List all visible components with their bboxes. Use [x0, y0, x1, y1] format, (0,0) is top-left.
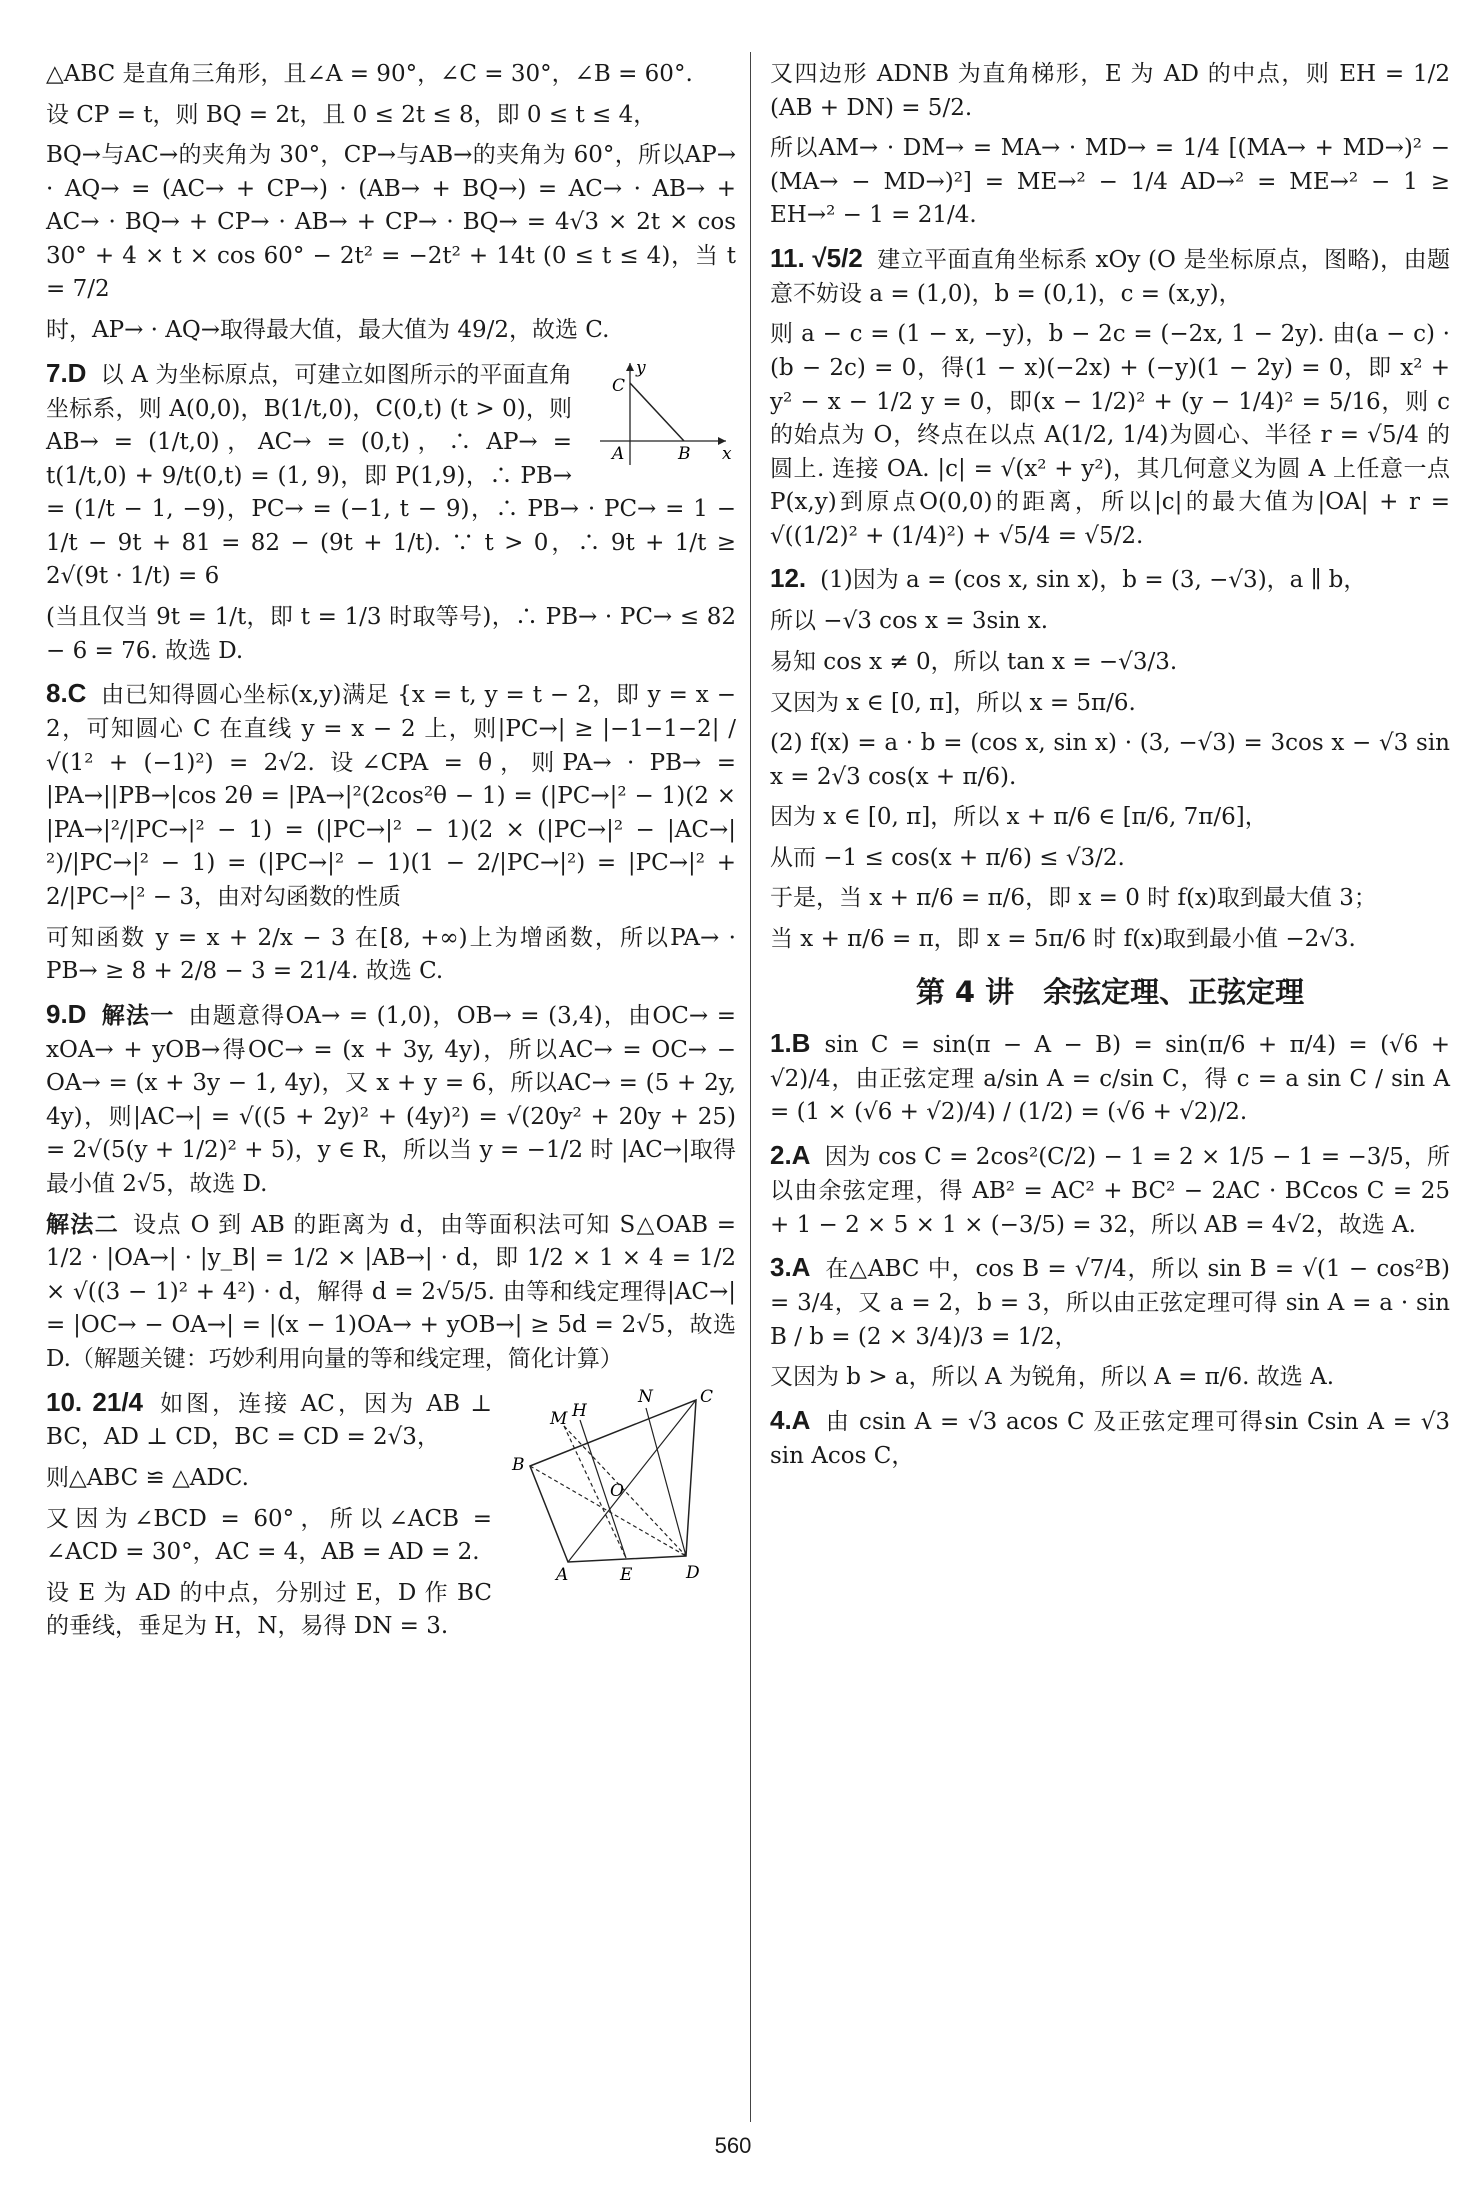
- section-answer-2-text: 因为 cos C = 2cos²(C/2) − 1 = 2 × 1/5 − 1 = −3/5，所以由余弦定理，得 AB² = AC² + BC² − 2AC · BCcos C = 25 + 1 − 2 × 5 × 1 × (−3/5) = 32，所以 AB = 4√2，故选 A.: [770, 1144, 1450, 1238]
- section-answer-2-number: 2.A: [770, 1140, 811, 1171]
- intro-line-2: 设 CP = t，则 BQ = 2t，且 0 ≤ 2t ≤ 8，即 0 ≤ t ≤ 4，: [46, 101, 657, 128]
- column-divider: [750, 52, 751, 2122]
- answer-11: [770, 240, 1450, 554]
- answer-12-number: 12.: [770, 563, 807, 594]
- section-answer-3-number: 3.A: [770, 1252, 811, 1283]
- section-answer-1-text: sin C = sin(π − A − B) = sin(π/6 + π/4) = (√6 + √2)/4，由正弦定理 a/sin A = c/sin C，得 c = a sin C / sin A = (1 × (√6 + √2)/4) / (1/2) = (√6 + √2)/2.: [770, 1031, 1450, 1126]
- answer-7-number: 7.D: [46, 357, 87, 388]
- fig7-label-c: C: [612, 375, 626, 396]
- answer-11-line-1: 建立平面直角坐标系 xOy (O 是坐标原点，图略)，由题意不妨设 a = (1,0)，b = (0,1)，c = (x,y)，: [770, 246, 1450, 307]
- section-title: 第 4 讲 余弦定理、正弦定理: [915, 974, 1305, 1009]
- answer-8-number: 8.C: [46, 678, 87, 709]
- answer-10-line-4: 设 E 为 AD 的中点，分别过 E，D 作 BC 的垂线，垂足为 H，N，易得 DN = 3.: [46, 1579, 492, 1640]
- page-number: 560: [714, 2133, 752, 2158]
- fig10-label-h: H: [572, 1400, 587, 1421]
- right-column: [770, 58, 1450, 1480]
- fig7-label-y: y: [636, 357, 646, 378]
- fig10-label-n: N: [638, 1386, 653, 1407]
- intro-line-3: BQ→与AC→的夹角为 30°，CP→与AB→的夹角为 60°，所以AP→ · AQ→ = (AC→ + CP→) · (AB→ + BQ→) = AC→ · AB→ + AC→ · BQ→ + CP→ · AB→ + CP→ · BQ→ = 4√3 × 2t × cos 30° + 4 × t × cos 60° − 2t² = −2t² + 14t (0 ≤ t ≤ 4)，当 t = 7/2: [46, 142, 736, 303]
- answer-8: [46, 675, 736, 989]
- method-two-text: 设点 O 到 AB 的距离为 d，由等面积法可知 S△OAB = 1/2 · |OA→| · |y_B| = 1/2 × |AB→| · d，即 1/2 × 1 × 4 = 1/2 × √((3 − 1)² + 4²) · d，解得 d = 2√5/5. 由等和线定理得|AC→| = |OC→ − OA→| = |(x − 1)OA→ + yOB→| ≥ 5d = 2√5，故选 D.（解题关键：巧妙利用向量的等和线定理，简化计算）: [46, 1211, 736, 1372]
- method-one-label: 解法一: [100, 1002, 175, 1029]
- answer-12: [770, 560, 1450, 956]
- answer-10-number: 10. 21/4: [46, 1386, 144, 1417]
- fig10-label-b: B: [512, 1454, 525, 1475]
- fig10-label-d: D: [686, 1562, 700, 1583]
- section-answer-4-text: 由 csin A = √3 acos C 及正弦定理可得sin Csin A = √3 sin Acos C，: [770, 1408, 1450, 1469]
- fig10-label-c: C: [700, 1386, 714, 1407]
- fig7-label-b: B: [678, 443, 691, 464]
- fig7-label-x: x: [722, 443, 732, 464]
- section-answer-1: [770, 1025, 1450, 1130]
- fig10-label-a: A: [556, 1564, 569, 1585]
- answer-12-line-8: 于是，当 x + π/6 = π/6，即 x = 0 时 f(x)取到最大值 3；: [770, 885, 1377, 912]
- section-answer-4: [770, 1402, 1450, 1474]
- answer-10-continued-2: 所以AM→ · DM→ = MA→ · MD→ = 1/4 [(MA→ + MD→)² − (MA→ − MD→)²] = ME→² − 1/4 AD→² = ME→² − 1 ≥ EH→² − 1 = 21/4.: [770, 135, 1450, 229]
- answer-10: [46, 1384, 736, 1644]
- answer-7: [46, 355, 736, 669]
- answer-11-number: 11. √5/2: [770, 242, 863, 273]
- answer-12-line-4: 又因为 x ∈ [0, π]，所以 x = 5π/6.: [770, 689, 1136, 716]
- answer-10-line-2: 则△ABC ≌ △ADC.: [46, 1465, 249, 1492]
- section-answer-1-number: 1.B: [770, 1027, 811, 1058]
- section-answer-2: [770, 1137, 1450, 1242]
- answer-7-conclusion: (当且仅当 9t = 1/t，即 t = 1/3 时取等号)，∴ PB→ · PC→ ≤ 82 − 6 = 76. 故选 D.: [46, 604, 736, 664]
- answer-12-line-1: (1)因为 a = (cos x, sin x)，b = (3, −√3)，a ∥ b，: [820, 567, 1367, 594]
- quadrilateral-figure: [506, 1386, 736, 1597]
- answer-10-line-1: 如图，连接 AC，因为 AB ⊥ BC，AD ⊥ CD，BC = CD = 2√3，: [46, 1390, 492, 1451]
- intro-line-1: △ABC 是直角三角形，且∠A = 90°，∠C = 30°，∠B = 60°.: [46, 61, 693, 87]
- fig10-label-e: E: [620, 1564, 633, 1585]
- answer-8-text: 由已知得圆心坐标(x,y)满足 {x = t, y = t − 2，即 y = x − 2，可知圆心 C 在直线 y = x − 2 上，则|PC→| ≥ |−1−1−2| / √(1² + (−1)²) = 2√2. 设∠CPA = θ，则PA→ · PB→ = |PA→||PB→|cos 2θ = |PA→|²(2cos²θ − 1) = (|PC→|² − 1)(2 × |PA→|²/|PC→|² − 1) = (|PC→|² − 1)(2 × (|PC→|² − |AC→|²)/|PC→|² − 1) = (|PC→|² − 1)(1 − 2/|PC→|²) = |PC→|² + 2/|PC→|² − 3，由对勾函数的性质: [46, 682, 736, 911]
- answer-9-number: 9.D: [46, 998, 87, 1029]
- intro-line-4: 时，AP→ · AQ→取得最大值，最大值为 49/2，故选 C.: [46, 317, 610, 344]
- answer-9: [46, 996, 736, 1377]
- method-two-label: 解法二: [46, 1211, 120, 1238]
- answer-12-line-2: 所以 −√3 cos x = 3sin x.: [770, 608, 1049, 635]
- coordinate-figure: [586, 357, 736, 480]
- fig7-label-a: A: [612, 443, 625, 464]
- answer-7-text: 以 A 为坐标原点，可建立如图所示的平面直角坐标系，则 A(0,0)，B(1/t,0)，C(0,t) (t > 0)，则AB→ = (1/t,0)，AC→ = (0,t)，∴ AP→ = t(1/t,0) + 9/t(0,t) = (1, 9)，即 P(1,9)，∴ PB→ = (1/t − 1, −9)，PC→ = (−1, t − 9)，∴ PB→ · PC→ = 1 − 1/t − 9t + 81 = 82 − (9t + 1/t). ∵ t > 0，∴ 9t + 1/t ≥ 2√(9t · 1/t) = 6: [46, 361, 736, 590]
- section-answer-3: [770, 1249, 1450, 1354]
- answer-8-conclusion: 可知函数 y = x + 2/x − 3 在[8, +∞)上为增函数，所以PA→ · PB→ ≥ 8 + 2/8 − 3 = 21/4. 故选 C.: [46, 924, 736, 985]
- fig10-label-o: O: [610, 1480, 624, 1501]
- left-column: [46, 58, 736, 1651]
- section-answer-3-line-1: 在△ABC 中，cos B = √7/4，所以 sin B = √(1 − cos²B) = 3/4，又 a = 2，b = 3，所以由正弦定理可得 sin A = a · sin B / b = (2 × 3/4)/3 = 1/2，: [770, 1256, 1450, 1350]
- answer-10-continued-1: 又四边形 ADNB 为直角梯形，E 为 AD 的中点，则 EH = 1/2 (AB + DN) = 5/2.: [770, 61, 1450, 121]
- answer-10-line-3: 又因为∠BCD = 60°，所以∠ACB = ∠ACD = 30°，AC = 4，AB = AD = 2.: [46, 1505, 492, 1566]
- answer-12-line-6: 因为 x ∈ [0, π]，所以 x + π/6 ∈ [π/6, 7π/6]，: [770, 804, 1268, 831]
- answer-12-line-3: 易知 cos x ≠ 0，所以 tan x = −√3/3.: [770, 649, 1178, 675]
- answer-12-line-9: 当 x + π/6 = π，即 x = 5π/6 时 f(x)取到最小值 −2√3.: [770, 926, 1356, 953]
- fig10-label-m: M: [550, 1408, 568, 1429]
- answer-12-line-7: 从而 −1 ≤ cos(x + π/6) ≤ √3/2.: [770, 844, 1125, 871]
- answer-11-line-2: 则 a − c = (1 − x, −y)，b − 2c = (−2x, 1 − 2y). 由(a − c) · (b − 2c) = 0，得(1 − x)(−2x) + (−y)(1 − 2y) = 0，即 x² + y² − x − 1/2 y = 0，即(x − 1/2)² + (y − 1/4)² = 5/16，则 c 的始点为 O，终点在以点 A(1/2, 1/4)为圆心、半径 r = √5/4 的圆上. 连接 OA. |c| = √(x² + y²)，其几何意义为圆 A 上任意一点 P(x,y)到原点O(0,0)的距离，所以|c|的最大值为|OA| + r = √((1/2)² + (1/4)²) + √5/4 = √5/2.: [770, 321, 1450, 549]
- method-one-text: 由题意得OA→ = (1,0)，OB→ = (3,4)，由OC→ = xOA→ + yOB→得OC→ = (x + 3y, 4y)，所以AC→ = OC→ − OA→ = (x + 3y − 1, 4y)，又 x + y = 6，所以AC→ = (5 + 2y, 4y)，则|AC→| = √((5 + 2y)² + (4y)²) = √(20y² + 20y + 25) = 2√(5(y + 1/2)² + 5)，y ∈ R，所以当 y = −1/2 时 |AC→|取得最小值 2√5，故选 D.: [46, 1002, 736, 1198]
- section-answer-4-number: 4.A: [770, 1404, 811, 1435]
- section-answer-3-line-2: 又因为 b > a，所以 A 为锐角，所以 A = π/6. 故选 A.: [770, 1364, 1335, 1391]
- answer-12-line-5: (2) f(x) = a · b = (cos x, sin x) · (3, −√3) = 3cos x − √3 sin x = 2√3 cos(x + π/6).: [770, 730, 1450, 790]
